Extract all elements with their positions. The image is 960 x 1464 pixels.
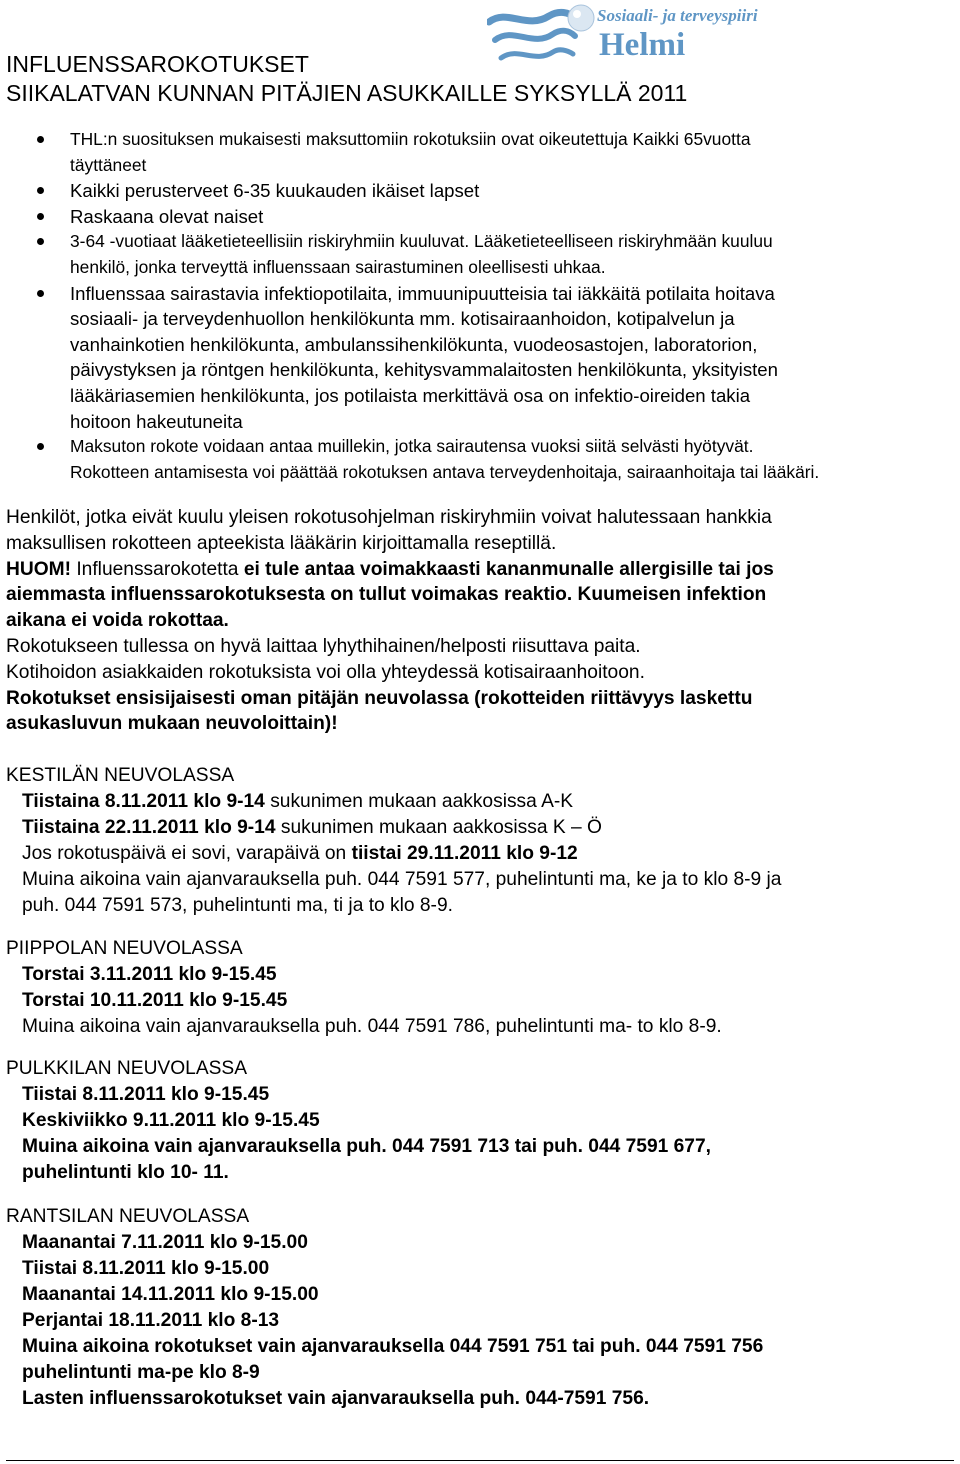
schedule-line: Keskiviikko 9.11.2011 klo 9-15.45 xyxy=(22,1110,320,1131)
section-piippola xyxy=(6,936,946,1040)
paragraph-huom xyxy=(6,557,946,634)
schedule-line: Maanantai 7.11.2011 klo 9-15.00 xyxy=(22,1232,308,1253)
bullet-icon xyxy=(37,238,44,245)
bullet-icon xyxy=(37,213,44,220)
schedule-line: Jos rokotuspäivä ei sovi, varapäivä on tiistai 29.11.2011 klo 9-12 xyxy=(22,843,578,864)
section-heading: PULKKILAN NEUVOLASSA xyxy=(6,1058,248,1079)
section-heading: KESTILÄN NEUVOLASSA xyxy=(6,765,235,786)
schedule-line: Tiistaina 22.11.2011 klo 9-14 sukunimen mukaan aakkosissa K – Ö xyxy=(22,817,602,838)
schedule-line: Torstai 10.11.2011 klo 9-15.45 xyxy=(22,990,288,1011)
schedule-line: Tiistaina 8.11.2011 klo 9-14 sukunimen mukaan aakkosissa A-K xyxy=(22,791,574,812)
appointment-info: Muina aikoina vain ajanvarauksella puh. 044 7591 786, puhelintunti ma- to klo 8-9. xyxy=(22,1016,722,1037)
bullet-icon xyxy=(37,290,44,297)
huom-label: HUOM! xyxy=(6,558,72,580)
bullet-icon xyxy=(37,136,44,143)
footer-divider xyxy=(6,1460,954,1461)
title-line1: INFLUENSSAROKOTUKSET xyxy=(6,51,309,77)
section-rantsila xyxy=(6,1204,946,1412)
section-heading: PIIPPOLAN NEUVOLASSA xyxy=(6,938,243,959)
schedule-line: Tiistai 8.11.2011 klo 9-15.00 xyxy=(22,1258,270,1279)
paragraph-private-vaccine: Henkilöt, jotka eivät kuulu yleisen rokotusohjelman riskiryhmiin voivat halutessaan hankkia maksullisen rokotteen apteekista lääkärin kirjoittamalla reseptillä. xyxy=(6,507,772,554)
huom-text: Influenssarokotetta xyxy=(71,558,244,580)
info-paragraphs xyxy=(6,505,946,737)
paragraph-own-clinic: Rokotukset ensisijaisesti oman pitäjän neuvolassa (rokotteiden riittävyys laskettu asukasluvun mukaan neuvoloittain)! xyxy=(6,687,753,735)
list-item: Influenssaa sairastavia infektiopotilaita, immuunipuutteisia tai iäkkäitä potilaita hoitava sosiaali- ja terveydenhuollon henkilökunta mm. kotisairaanhoidon, kotipalvelun ja vanhainkotien henkilökunta, ambulanssihenkilökunta, vuodeosastojen, laboratorion, päivystyksen ja röntgen henkilökunta, kehitysvammalaitosten henkilökunta, yksityisten lääkäriasemien henkilökunta, jos potilaista merkittävä osa on infektio-oireiden takia hoitoon hakeutuneita xyxy=(0,281,940,435)
list-item: 3-64 -vuotiaat lääketieteellisiin riskiryhmiin kuuluvat. Lääketieteelliseen riskiryhmään kuuluu henkilö, jonka terveyttä influenssaan sairastuminen oleellisesti uhkaa. xyxy=(0,229,940,280)
list-item: Kaikki perusterveet 6-35 kuukauden ikäiset lapset xyxy=(0,178,940,204)
title-line2: SIIKALATVAN KUNNAN PITÄJIEN ASUKKAILLE SYKSYLLÄ 2011 xyxy=(6,80,688,106)
section-kestila xyxy=(6,763,946,919)
list-item: THL:n suosituksen mukaisesti maksuttomiin rokotuksiin ovat oikeutettuja Kaikki 65vuotta täyttäneet xyxy=(0,127,940,178)
eligibility-list xyxy=(0,127,940,485)
bullet-icon xyxy=(37,187,44,194)
logo-line1: Sosiaali- ja terveyspiiri xyxy=(597,6,758,25)
schedule-line: Maanantai 14.11.2011 klo 9-15.00 xyxy=(22,1284,319,1305)
appointment-info: Muina aikoina vain ajanvarauksella puh. 044 7591 713 tai puh. 044 7591 677, puhelintunti klo 10- 11. xyxy=(22,1136,711,1183)
appointment-info: Muina aikoina vain ajanvarauksella puh. 044 7591 577, puhelintunti ma, ke ja to klo 8-9 ja puh. 044 7591 573, puhelintunti ma, ti ja to klo 8-9. xyxy=(22,869,782,916)
section-pulkkila xyxy=(6,1056,946,1186)
huom-warning: ei tule antaa voimakkaasti kananmunalle allergisille tai jos aiemmasta influenssarokotuksesta on tullut voimakas reaktio. Kuumeisen infektion aikana ei voida rokottaa. xyxy=(6,558,774,632)
list-item: Maksuton rokote voidaan antaa muillekin, jotka sairautensa vuoksi siitä selvästi hyötyvät. Rokotteen antamisesta voi päättää rokotuksen antava terveydenhoitaja, sairaanhoitaja tai lääkäri. xyxy=(0,434,940,485)
paragraph-shirt: Rokotukseen tullessa on hyvä laittaa lyhythihainen/helposti riisuttava paita. xyxy=(6,635,641,657)
list-item: Raskaana olevat naiset xyxy=(0,204,940,230)
children-vaccination-info: Lasten influenssarokotukset vain ajanvarauksella puh. 044-7591 756. xyxy=(22,1388,650,1409)
bullet-icon xyxy=(37,443,44,450)
section-heading: RANTSILAN NEUVOLASSA xyxy=(6,1206,250,1227)
schedule-line: Perjantai 18.11.2011 klo 8-13 xyxy=(22,1310,280,1331)
paragraph-home-care: Kotihoidon asiakkaiden rokotuksista voi olla yhteydessä kotisairaanhoitoon. xyxy=(6,661,645,683)
schedule-line: Torstai 3.11.2011 klo 9-15.45 xyxy=(22,964,277,985)
schedule-line: Tiistai 8.11.2011 klo 9-15.45 xyxy=(22,1084,270,1105)
logo-line2: Helmi xyxy=(599,27,686,63)
appointment-info: Muina aikoina rokotukset vain ajanvarauksella 044 7591 751 tai puh. 044 7591 756 puhelintunti ma-pe klo 8-9 xyxy=(22,1336,764,1383)
document-title xyxy=(6,50,687,108)
